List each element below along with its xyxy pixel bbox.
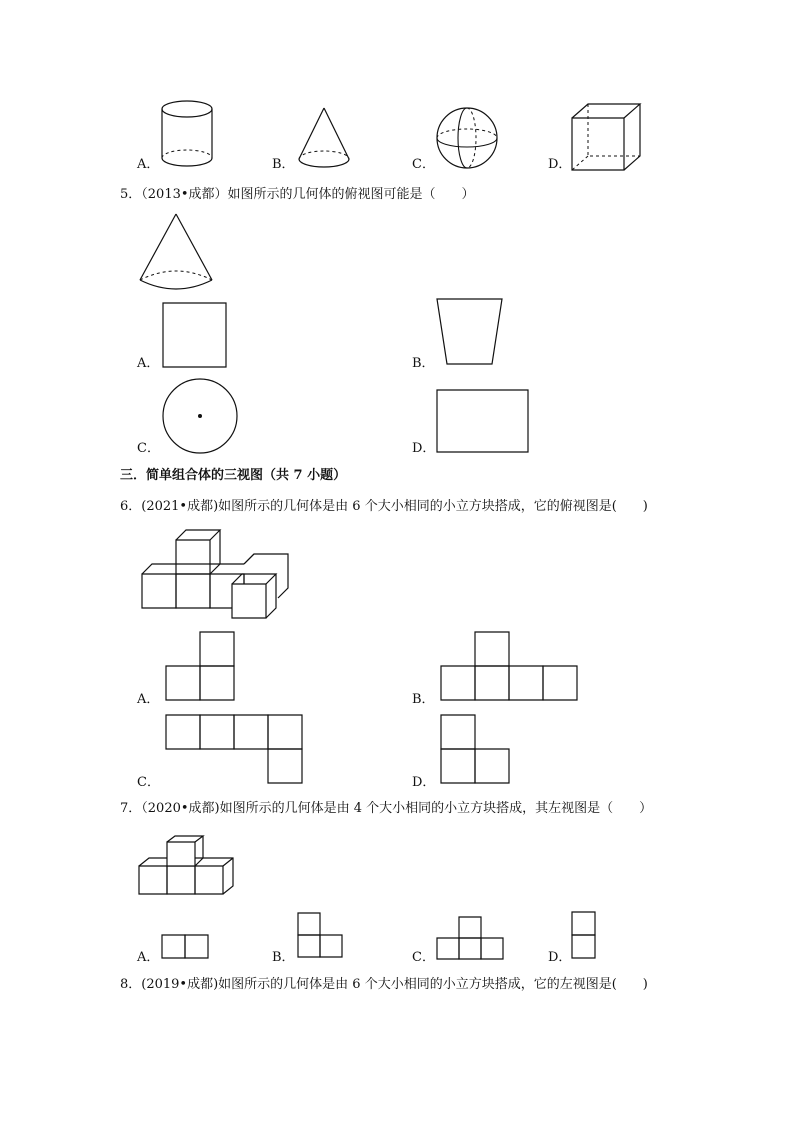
trapezoid-icon <box>436 298 503 366</box>
q7-option-c-label: C． <box>412 950 435 965</box>
q4-option-a-label: A． <box>137 157 160 172</box>
q4-option-c-label: C． <box>412 157 435 172</box>
sphere-icon <box>435 106 499 170</box>
q5-option-c-label: C． <box>137 441 160 456</box>
q6-option-a-label: A． <box>137 692 160 707</box>
q7-option-a-label: A． <box>137 950 160 965</box>
q7-option-a-grid-icon <box>161 934 209 959</box>
q7-option-b-grid-icon <box>297 912 344 959</box>
q4-option-b-label: B． <box>272 157 295 172</box>
cone-solid-icon <box>138 212 214 294</box>
q5-option-b-label: B． <box>412 356 435 371</box>
q6-option-b-grid-icon <box>440 631 579 702</box>
six-cube-structure-icon <box>140 528 292 620</box>
q6-option-d-label: D． <box>412 775 436 790</box>
q7-option-d-grid-icon <box>571 911 596 959</box>
q7-text: 7．（2020•成都)如图所示的几何体是由 4 个大小相同的小立方块搭成，其左视图是（ ） <box>120 801 653 816</box>
q6-option-b-label: B． <box>412 692 435 707</box>
q5-option-d-label: D． <box>412 441 436 456</box>
rectangle-icon <box>436 389 529 453</box>
q6-option-c-label: C． <box>137 775 160 790</box>
q6-option-d-grid-icon <box>440 714 511 785</box>
section-title: 三．简单组合体的三视图（共 7 小题） <box>120 468 347 483</box>
square-icon <box>162 302 227 368</box>
q5-option-a-label: A． <box>137 356 160 371</box>
q7-option-d-label: D． <box>548 950 572 965</box>
circle-with-center-dot-icon <box>162 378 238 454</box>
q6-text: 6．(2021•成都)如图所示的几何体是由 6 个大小相同的小立方块搭成，它的俯视图是( ) <box>120 499 648 514</box>
cone-icon <box>297 107 351 171</box>
q6-option-a-grid-icon <box>165 631 236 702</box>
q6-option-c-grid-icon <box>165 714 304 785</box>
q8-text: 8．(2019•成都)如图所示的几何体是由 6 个大小相同的小立方块搭成，它的左视图是( ) <box>120 977 648 992</box>
cube-icon <box>570 102 642 172</box>
cylinder-icon <box>160 100 214 170</box>
q7-option-b-label: B． <box>272 950 295 965</box>
q4-option-d-label: D． <box>548 157 572 172</box>
four-cube-structure-icon <box>137 834 237 896</box>
q5-text: 5．（2013•成都）如图所示的几何体的俯视图可能是（ ） <box>120 187 475 202</box>
q7-option-c-grid-icon <box>436 916 504 960</box>
